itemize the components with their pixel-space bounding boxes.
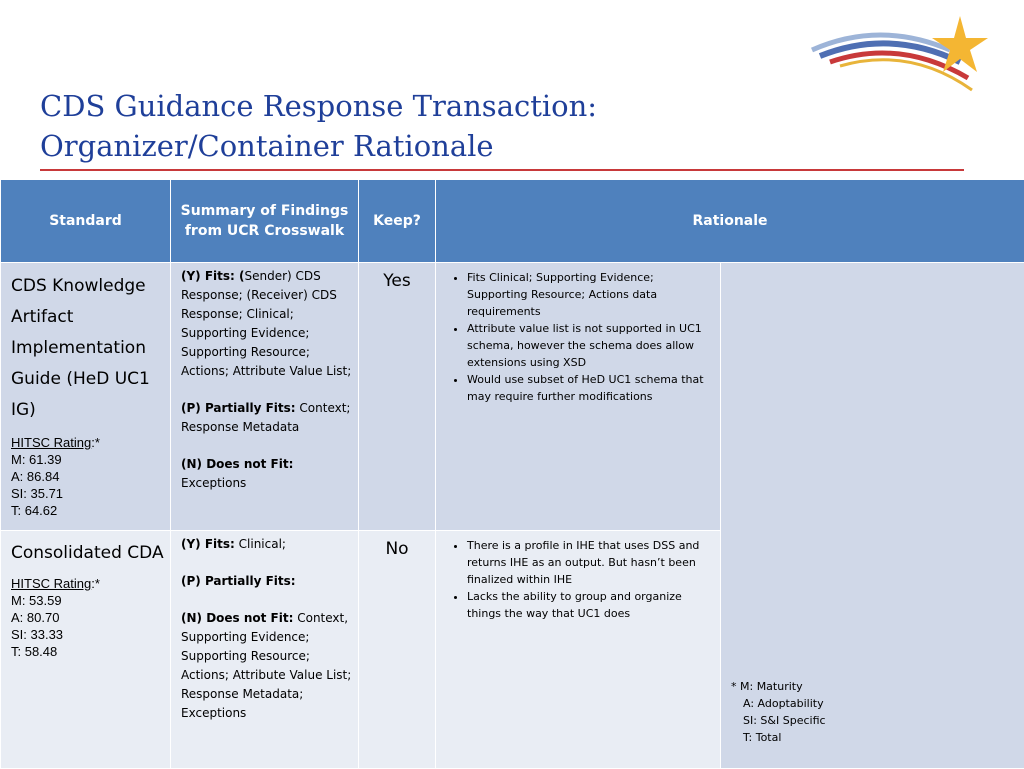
rating-si-specific: SI: 35.71 bbox=[11, 485, 164, 502]
standard-name: CDS Knowledge Artifact Implementation Guide (HeD UC1 IG) bbox=[11, 271, 164, 426]
rating-adoptability: A: 86.84 bbox=[11, 468, 164, 485]
summary-cell bbox=[171, 263, 359, 531]
header-summary: Summary of Findings from UCR Crosswalk bbox=[171, 180, 359, 263]
partial-fits-text: Context; Response Metadata bbox=[181, 401, 350, 434]
partial-fits-label: (P) Partially Fits: bbox=[181, 401, 296, 415]
legend-adoptability: A: Adoptability bbox=[731, 695, 1024, 712]
keep-value: No bbox=[359, 531, 435, 559]
fits-label: (Y) Fits: ( bbox=[181, 269, 245, 283]
rationale-list bbox=[442, 269, 714, 405]
summary-cell bbox=[171, 531, 359, 769]
rating-maturity: M: 53.59 bbox=[11, 592, 164, 609]
rating-adoptability: A: 80.70 bbox=[11, 609, 164, 626]
rationale-item: • There is a profile in IHE that uses DSS and returns IHE as an output. But hasn’t been finalized within IHE bbox=[467, 537, 714, 588]
legend-cell bbox=[721, 263, 1024, 769]
rationale-cell bbox=[436, 263, 721, 531]
legend-si-specific: SI: S&I Specific bbox=[731, 712, 1024, 729]
header-standard: Standard bbox=[1, 180, 171, 263]
not-fit-label: (N) Does not Fit: bbox=[181, 611, 293, 625]
header-row bbox=[1, 180, 1024, 263]
keep-cell bbox=[359, 263, 436, 531]
page-title bbox=[40, 86, 800, 166]
standard-name: Consolidated CDA bbox=[11, 539, 164, 567]
fits-text: Sender) CDS Response; (Receiver) CDS Response; Clinical; Supporting Evidence; Supporting Resource; Actions; Attribute Value List; bbox=[181, 269, 351, 378]
standard-cell bbox=[1, 531, 171, 769]
title-line-2: Organizer/Container Rationale bbox=[40, 126, 800, 166]
hitsc-rating-suffix: :* bbox=[91, 576, 100, 591]
title-divider bbox=[40, 169, 964, 171]
keep-cell bbox=[359, 531, 436, 769]
fits-text: Clinical; bbox=[235, 537, 286, 551]
legend-total: T: Total bbox=[731, 729, 1024, 746]
rationale-item: • Fits Clinical; Supporting Evidence; Supporting Resource; Actions data requirements bbox=[467, 269, 714, 320]
hitsc-rating-label: HITSC Rating bbox=[11, 435, 91, 450]
rationale-item: • Lacks the ability to group and organize things the way that UC1 does bbox=[467, 588, 714, 622]
rating-si-specific: SI: 33.33 bbox=[11, 626, 164, 643]
rating-maturity: M: 61.39 bbox=[11, 451, 164, 468]
keep-value: Yes bbox=[359, 263, 435, 291]
hitsc-rating bbox=[11, 434, 164, 519]
rating-legend bbox=[721, 678, 1024, 768]
hitsc-rating-label: HITSC Rating bbox=[11, 576, 91, 591]
rationale-list bbox=[442, 537, 714, 622]
table-row bbox=[1, 263, 1024, 531]
header-keep: Keep? bbox=[359, 180, 436, 263]
not-fit-text: Context, Supporting Evidence; Supporting Resource; Actions; Attribute Value List; Response Metadata; Exceptions bbox=[181, 611, 351, 720]
header-rationale: Rationale bbox=[436, 180, 1024, 263]
not-fit-label: (N) Does not Fit: bbox=[181, 457, 293, 471]
rationale-table bbox=[0, 179, 1024, 769]
rationale-item: • Would use subset of HeD UC1 schema that may require further modifications bbox=[467, 371, 714, 405]
title-line-1: CDS Guidance Response Transaction: bbox=[40, 86, 800, 126]
rationale-cell bbox=[436, 531, 721, 769]
standard-cell bbox=[1, 263, 171, 531]
fits-label: (Y) Fits: bbox=[181, 537, 235, 551]
star-swoosh-logo bbox=[800, 10, 1000, 100]
partial-fits-label: (P) Partially Fits: bbox=[181, 574, 296, 588]
hitsc-rating bbox=[11, 575, 164, 660]
legend-maturity: * M: Maturity bbox=[731, 678, 1024, 695]
rating-total: T: 64.62 bbox=[11, 502, 164, 519]
not-fit-text: Exceptions bbox=[181, 476, 246, 490]
hitsc-rating-suffix: :* bbox=[91, 435, 100, 450]
rating-total: T: 58.48 bbox=[11, 643, 164, 660]
rationale-item: • Attribute value list is not supported in UC1 schema, however the schema does allow extensions using XSD bbox=[467, 320, 714, 371]
